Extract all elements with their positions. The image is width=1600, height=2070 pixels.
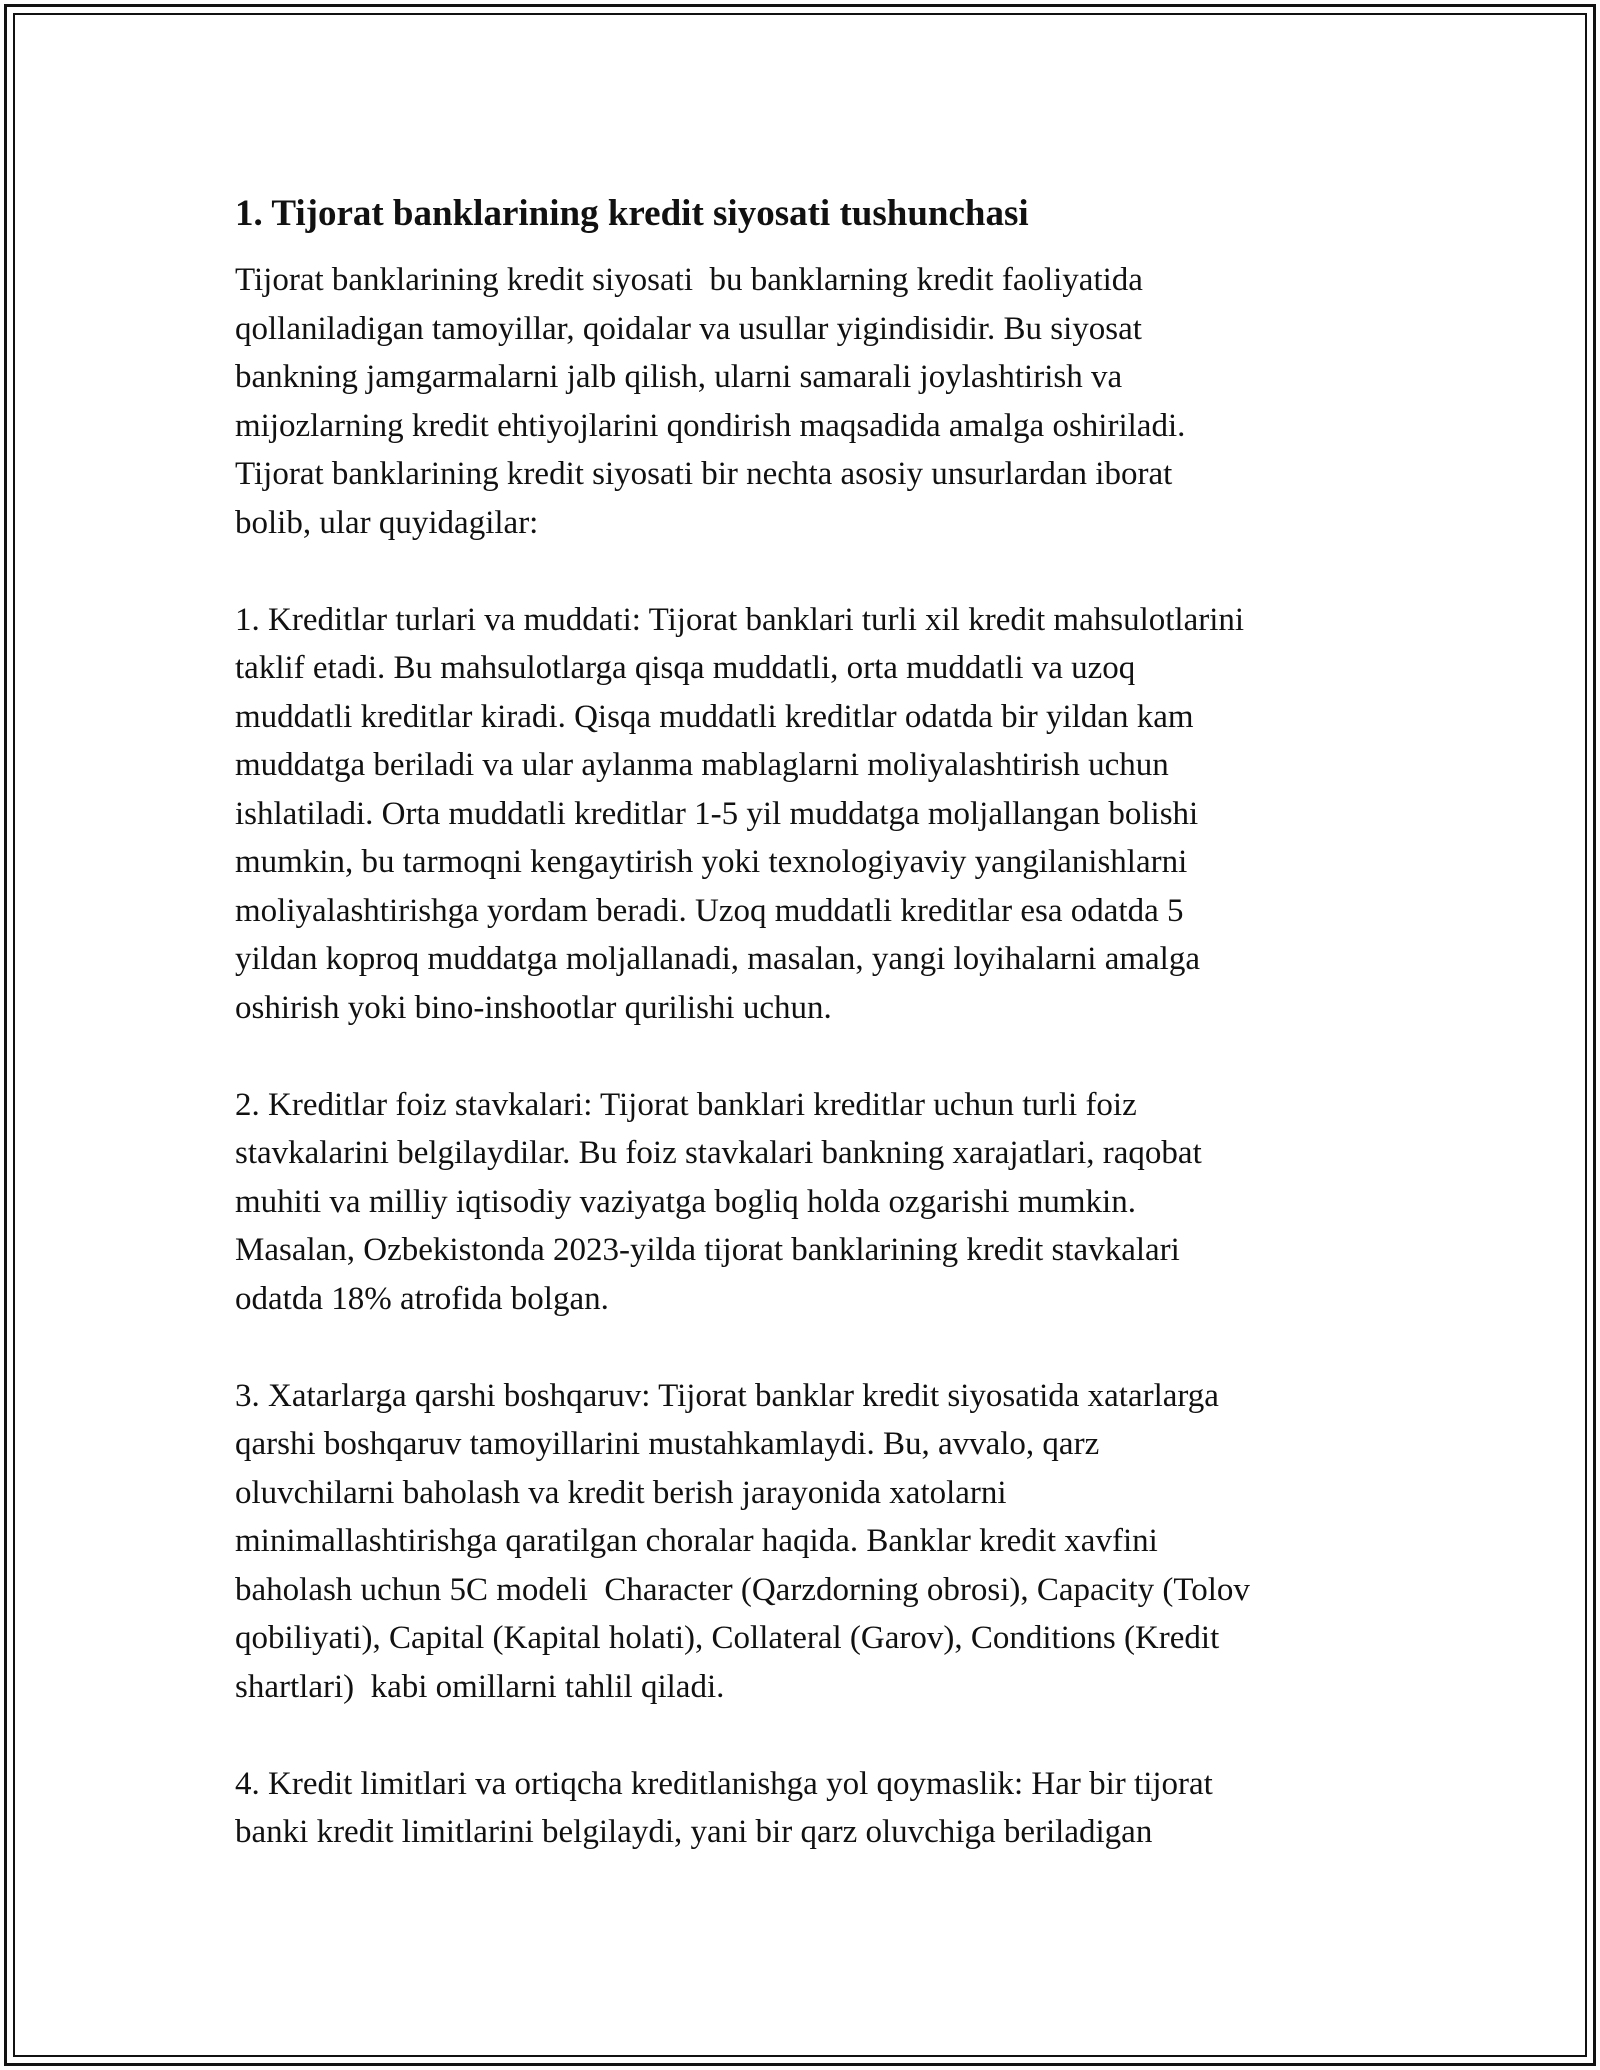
text-line: 1. Kreditlar turlari va muddati: Tijorat banklari turli xil kredit mahsulotlarini	[235, 601, 1245, 638]
text-line: 4. Kredit limitlari va ortiqcha kreditlanishga yol qoymaslik: Har bir tijorat	[235, 1765, 1213, 1802]
text-line: minimallashtirishga qaratilgan choralar haqida. Banklar kredit xavfini	[235, 1523, 1158, 1559]
text-line: qarshi boshqaruv tamoyillarini mustahkamlaydi. Bu, avvalo, qarz	[235, 1426, 1100, 1462]
text-line: muddatli kreditlar kiradi. Qisqa muddatli kreditlar odatda bir yildan kam	[235, 698, 1194, 735]
text-line: 2. Kreditlar foiz stavkalari: Tijorat banklari kreditlar uchun turli foiz	[235, 1086, 1137, 1123]
text-line: qollaniladigan tamoyillar, qoidalar va usullar yigindisidir. Bu siyosat	[235, 310, 1142, 347]
text-line: Masalan, Ozbekistonda 2023-yilda tijorat banklarining kredit stavkalari	[235, 1232, 1180, 1268]
text-line: oshirish yoki bino-inshootlar qurilishi uchun.	[235, 989, 832, 1026]
section-title: 1. Tijorat banklarining kredit siyosati tushunchasi	[235, 193, 1029, 234]
text-line: bolib, ular quyidagilar:	[235, 504, 539, 541]
paragraph	[235, 1760, 1385, 1857]
text-line: 3. Xatarlarga qarshi boshqaruv: Tijorat banklar kredit siyosatida xatarlarga	[235, 1377, 1219, 1414]
text-line: mumkin, bu tarmoqni kengaytirish yoki texnologiyaviy yangilanishlarni	[235, 844, 1188, 880]
text-line: moliyalashtirishga yordam beradi. Uzoq muddatli kreditlar esa odatda 5	[235, 892, 1184, 929]
text-line: qobiliyati), Capital (Kapital holati), Collateral (Garov), Conditions (Kredit	[235, 1620, 1220, 1656]
text-line: muddatga beriladi va ular aylanma mablaglarni moliyalashtirish uchun	[235, 747, 1169, 783]
paragraph	[235, 596, 1385, 1033]
text-line: mijozlarning kredit ehtiyojlarini qondirish maqsadida amalga oshiriladi.	[235, 407, 1186, 444]
text-line: stavkalarini belgilaydilar. Bu foiz stavkalari bankning xarajatlari, raqobat	[235, 1135, 1202, 1171]
paragraph-list	[235, 256, 1385, 1857]
text-line: muhiti va milliy iqtisodiy vaziyatga bogliq holda ozgarishi mumkin.	[235, 1183, 1136, 1220]
text-line: Tijorat banklarining kredit siyosati bu banklarning kredit faoliyatida	[235, 262, 1143, 298]
text-line: ishlatiladi. Orta muddatli kreditlar 1-5 yil muddatga moljallangan bolishi	[235, 795, 1199, 832]
document-body	[235, 188, 1385, 1857]
text-line: oluvchilarni baholash va kredit berish jarayonida xatolarni	[235, 1474, 1007, 1511]
paragraph	[235, 1081, 1385, 1324]
text-line: taklif etadi. Bu mahsulotlarga qisqa muddatli, orta muddatli va uzoq	[235, 650, 1136, 686]
text-line: shartlari) kabi omillarni tahlil qiladi.	[235, 1668, 725, 1705]
paragraph	[235, 1372, 1385, 1712]
text-line: yildan koproq muddatga moljallanadi, masalan, yangi loyihalarni amalga	[235, 941, 1200, 977]
text-line: Tijorat banklarining kredit siyosati bir nechta asosiy unsurlardan iborat	[235, 456, 1173, 492]
text-line: baholash uchun 5C modeli Character (Qarzdorning obrosi), Capacity (Tolov	[235, 1571, 1250, 1608]
text-line: odatda 18% atrofida bolgan.	[235, 1280, 609, 1317]
paragraph	[235, 256, 1385, 547]
text-line: bankning jamgarmalarni jalb qilish, ularni samarali joylashtirish va	[235, 359, 1123, 395]
text-line: banki kredit limitlarini belgilaydi, yani bir qarz oluvchiga beriladigan	[235, 1814, 1153, 1850]
